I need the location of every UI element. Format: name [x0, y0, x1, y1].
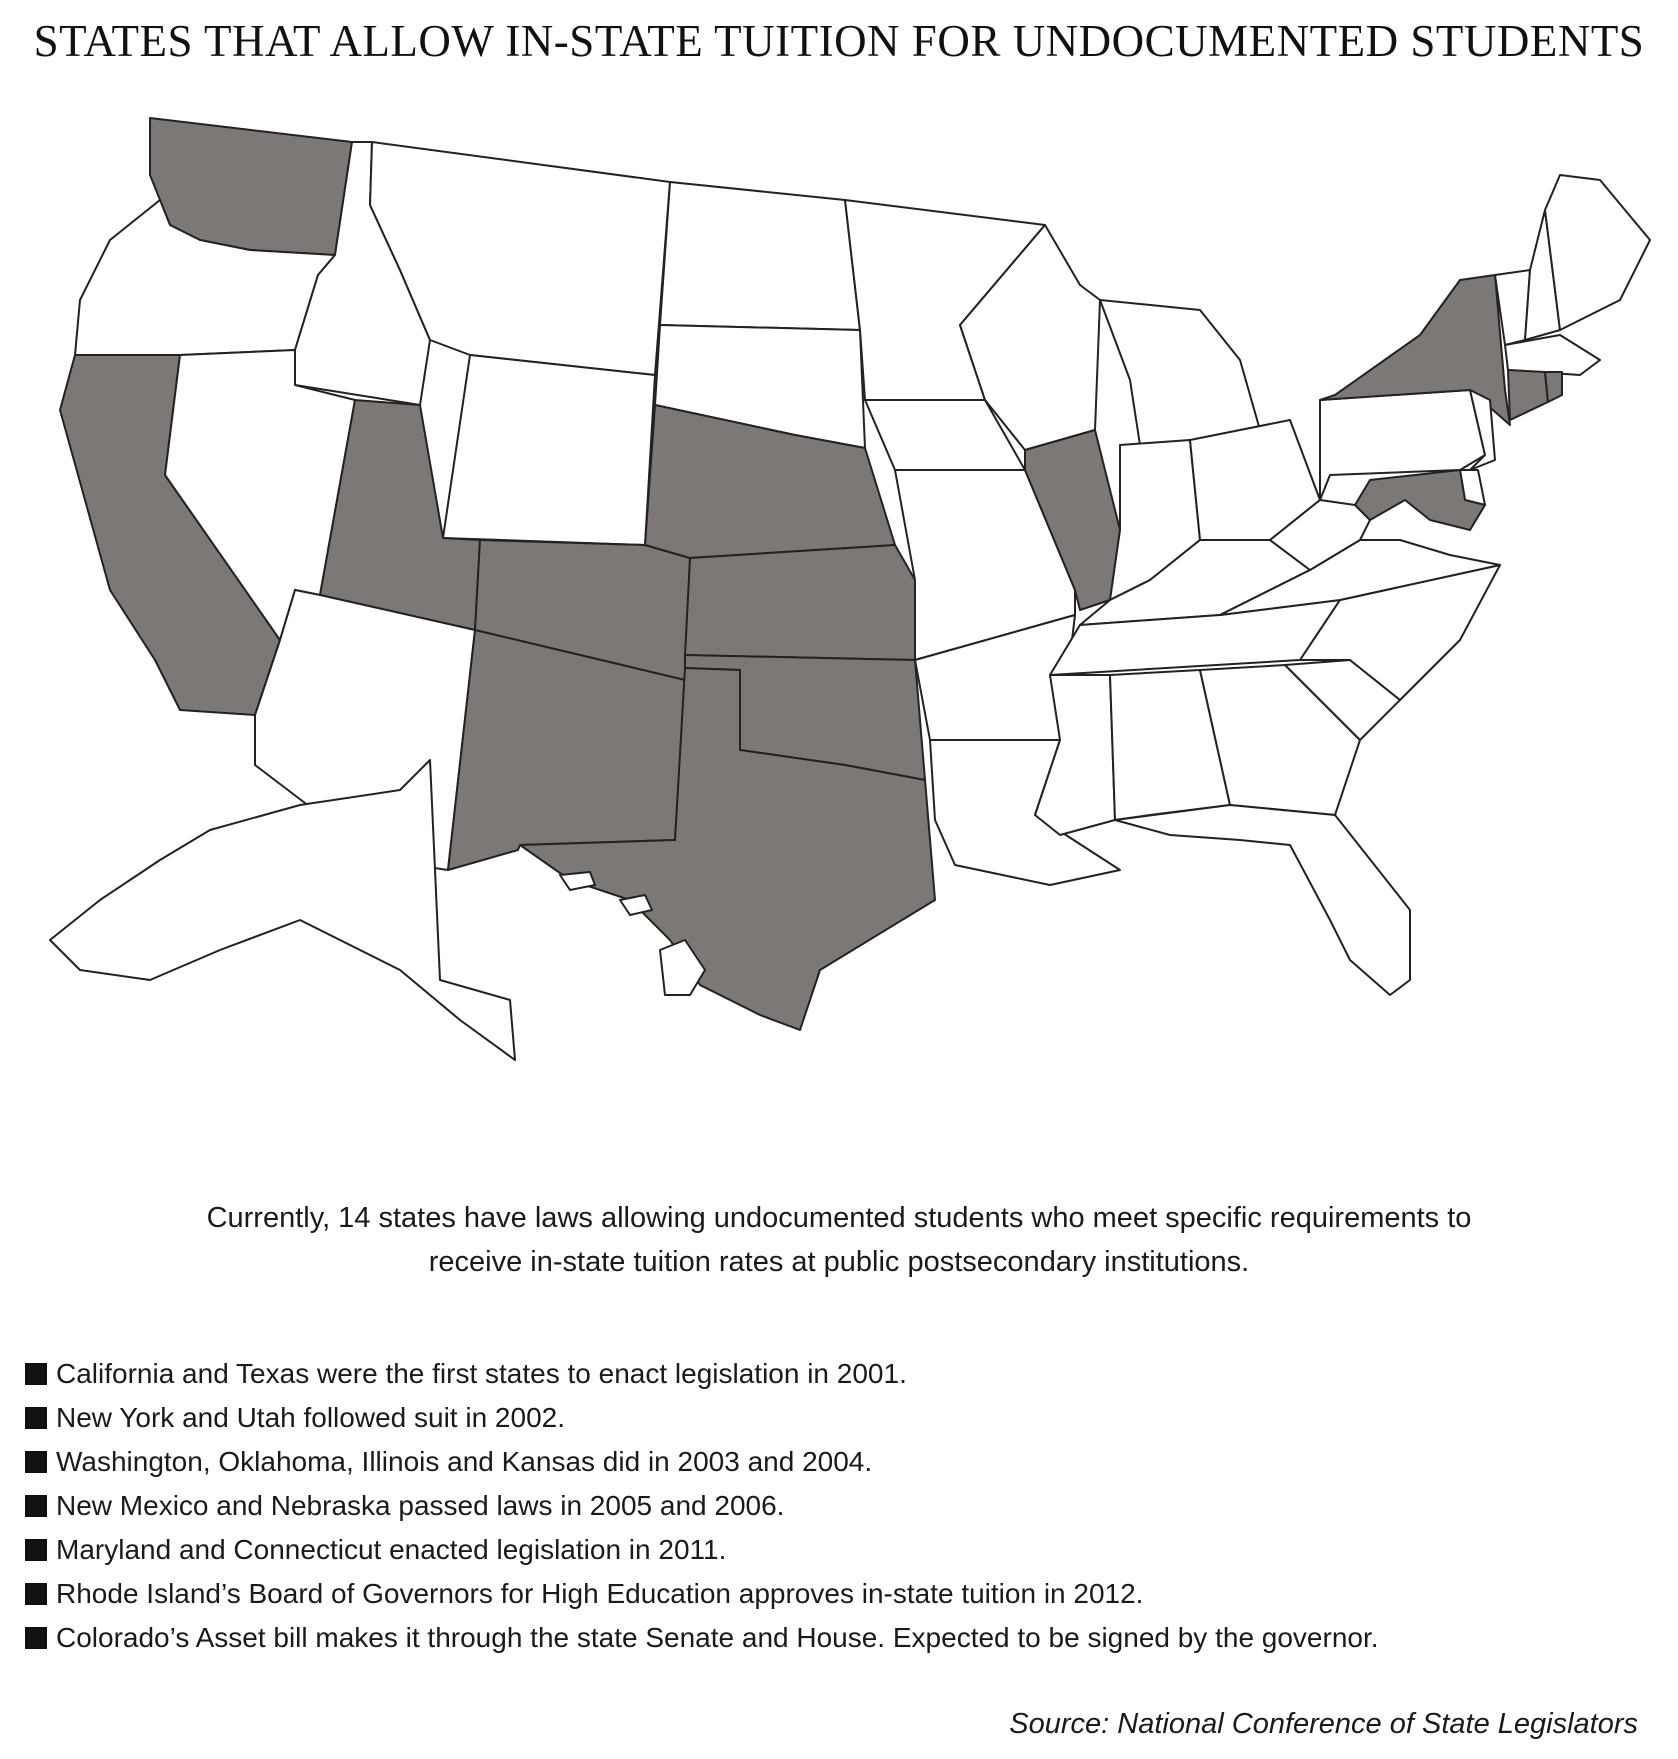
state-connecticut [1508, 370, 1548, 420]
state-kansas [685, 545, 915, 660]
timeline-text: California and Texas were the first states to enact legislation in 2001. [56, 1358, 907, 1389]
map-title: STATES THAT ALLOW IN-STATE TUITION FOR UNDOCUMENTED STUDENTS [33, 16, 1645, 66]
bullet-square [25, 1495, 47, 1517]
timeline-item [25, 1528, 1645, 1572]
state-wyoming [443, 355, 655, 545]
timeline-text: New Mexico and Nebraska passed laws in 2005 and 2006. [56, 1490, 785, 1521]
us-state-map [0, 100, 1678, 1160]
timeline-text: Colorado’s Asset bill makes it through the state Senate and House. Expected to be signed by the governor. [56, 1622, 1379, 1653]
timeline-item [25, 1440, 1645, 1484]
timeline-list [25, 1352, 1645, 1660]
summary-text: Currently, 14 states have laws allowing undocumented students who meet specific requirements to receive in-state tuition rates at public postsecondary institutions. [206, 1202, 1472, 1278]
timeline-text: Rhode Island’s Board of Governors for High Education approves in-state tuition in 2012. [56, 1578, 1144, 1609]
state-florida [1115, 805, 1410, 995]
state-maine [1545, 175, 1650, 330]
state-north-dakota [660, 182, 860, 330]
timeline-item [25, 1484, 1645, 1528]
bullet-square [25, 1583, 47, 1605]
timeline-item [25, 1572, 1645, 1616]
timeline-item [25, 1396, 1645, 1440]
us-map-svg [0, 100, 1678, 1160]
timeline-text: Washington, Oklahoma, Illinois and Kansas did in 2003 and 2004. [56, 1446, 873, 1477]
timeline-text: Maryland and Connecticut enacted legislation in 2011. [56, 1534, 727, 1565]
timeline-item [25, 1616, 1645, 1660]
bullet-square [25, 1451, 47, 1473]
state-michigan [1100, 300, 1260, 445]
bullet-square [25, 1407, 47, 1429]
bullet-square [25, 1627, 47, 1649]
timeline-text: New York and Utah followed suit in 2002. [56, 1402, 565, 1433]
bullet-square [25, 1539, 47, 1561]
state-rhode-island [1545, 372, 1562, 402]
source-note: Source: National Conference of State Legislators [1009, 1708, 1638, 1740]
bullet-square [25, 1363, 47, 1385]
timeline-item [25, 1352, 1645, 1396]
